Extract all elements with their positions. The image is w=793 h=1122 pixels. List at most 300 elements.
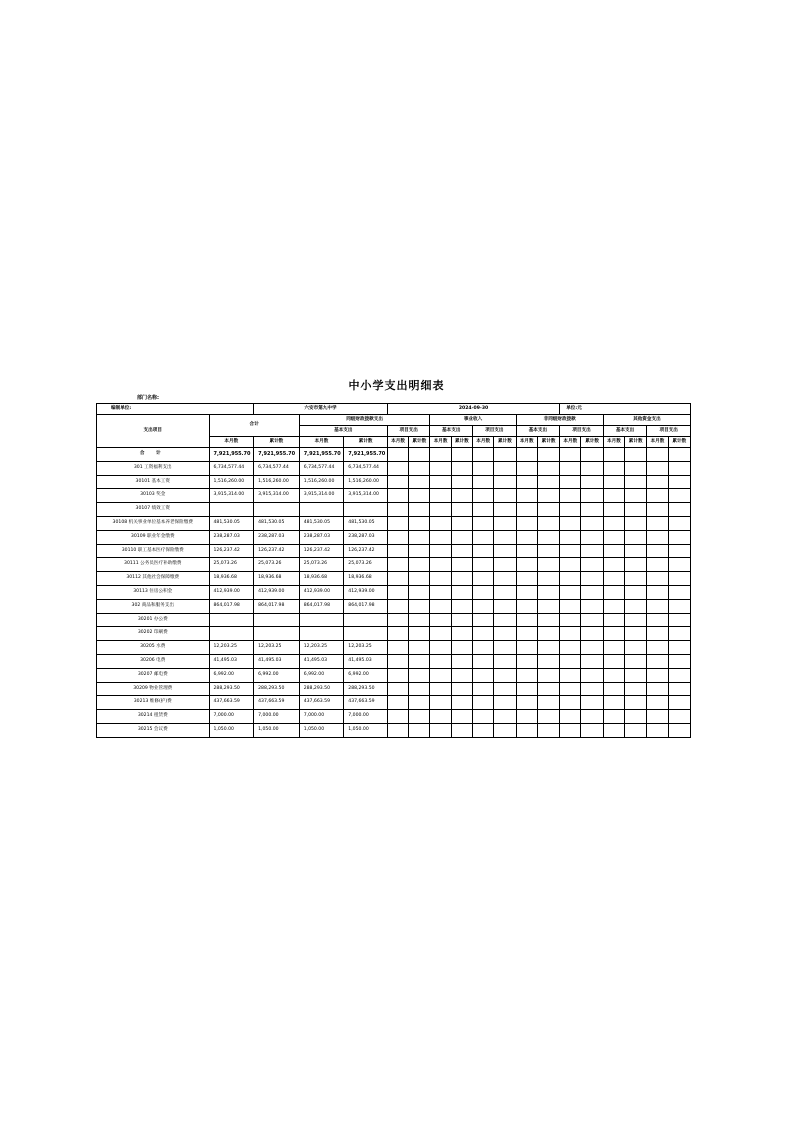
empty-cell: [516, 530, 537, 544]
amount-cell: 6,734,577.44: [209, 461, 254, 475]
amount-cell: 412,939.00: [344, 585, 388, 599]
empty-cell: [473, 710, 494, 724]
empty-cell: [603, 489, 624, 503]
empty-cell: [537, 599, 559, 613]
empty-cell: [581, 530, 603, 544]
empty-cell: [516, 613, 537, 627]
empty-cell: [537, 558, 559, 572]
empty-cell: [668, 572, 690, 586]
empty-cell: [387, 572, 408, 586]
empty-cell: [494, 641, 516, 655]
amount-cell: [299, 503, 344, 517]
empty-cell: [387, 489, 408, 503]
empty-cell: [451, 585, 472, 599]
empty-cell: [603, 516, 624, 530]
empty-cell: [603, 475, 624, 489]
empty-cell: [494, 654, 516, 668]
empty-cell: [668, 613, 690, 627]
empty-cell: [409, 530, 430, 544]
amount-cell: 481,530.05: [299, 516, 344, 530]
table-row: [97, 654, 691, 668]
item-name-cell: 30206 电费: [97, 654, 210, 668]
empty-cell: [516, 503, 537, 517]
empty-cell: [494, 489, 516, 503]
project-subheader: 项目支出: [647, 426, 691, 437]
empty-cell: [603, 558, 624, 572]
amount-cell: 18,936.68: [344, 572, 388, 586]
amount-cell: 6,992.00: [254, 668, 300, 682]
empty-cell: [473, 530, 494, 544]
empty-cell: [668, 682, 690, 696]
empty-cell: [560, 530, 581, 544]
empty-cell: [409, 544, 430, 558]
empty-cell: [451, 696, 472, 710]
nonfiscal-column-header: 非同级财政拨款: [516, 415, 603, 426]
empty-cell: [516, 516, 537, 530]
empty-cell: [473, 448, 494, 462]
item-name-cell: 302 商品和服务支出: [97, 599, 210, 613]
empty-cell: [451, 627, 472, 641]
amount-cell: 1,516,260.00: [299, 475, 344, 489]
empty-cell: [516, 654, 537, 668]
item-name-cell: 30207 邮电费: [97, 668, 210, 682]
empty-cell: [560, 448, 581, 462]
amount-cell: 288,293.50: [209, 682, 254, 696]
empty-cell: [603, 682, 624, 696]
empty-cell: [494, 696, 516, 710]
amount-cell: 41,495.03: [209, 654, 254, 668]
cumulative-header: 累计数: [409, 437, 430, 448]
amount-cell: 12,203.25: [254, 641, 300, 655]
empty-cell: [647, 723, 668, 737]
empty-cell: [494, 585, 516, 599]
empty-cell: [668, 599, 690, 613]
amount-cell: 481,530.05: [254, 516, 300, 530]
empty-cell: [430, 585, 451, 599]
empty-cell: [409, 613, 430, 627]
empty-cell: [409, 503, 430, 517]
empty-cell: [647, 558, 668, 572]
empty-cell: [603, 668, 624, 682]
item-name-cell: 30214 租赁费: [97, 710, 210, 724]
amount-cell: 7,000.00: [209, 710, 254, 724]
amount-cell: 7,921,955.70: [344, 448, 388, 462]
empty-cell: [430, 654, 451, 668]
empty-cell: [560, 558, 581, 572]
month-header: 本月数: [516, 437, 537, 448]
amount-cell: 412,939.00: [299, 585, 344, 599]
empty-cell: [560, 696, 581, 710]
amount-cell: 6,734,577.44: [344, 461, 388, 475]
amount-cell: 7,000.00: [254, 710, 300, 724]
table-row: [97, 710, 691, 724]
empty-cell: [603, 530, 624, 544]
empty-cell: [560, 654, 581, 668]
empty-cell: [537, 627, 559, 641]
table-row: [97, 544, 691, 558]
amount-cell: 481,530.05: [209, 516, 254, 530]
empty-cell: [647, 516, 668, 530]
amount-cell: 18,936.68: [209, 572, 254, 586]
empty-cell: [581, 641, 603, 655]
empty-cell: [494, 475, 516, 489]
empty-cell: [581, 503, 603, 517]
empty-cell: [430, 641, 451, 655]
empty-cell: [451, 723, 472, 737]
empty-cell: [430, 475, 451, 489]
amount-cell: 238,287.03: [254, 530, 300, 544]
empty-cell: [668, 585, 690, 599]
empty-cell: [668, 641, 690, 655]
empty-cell: [537, 668, 559, 682]
amount-cell: 864,017.98: [344, 599, 388, 613]
empty-cell: [625, 585, 647, 599]
empty-cell: [537, 448, 559, 462]
table-body: [97, 448, 691, 738]
empty-cell: [387, 627, 408, 641]
empty-cell: [516, 668, 537, 682]
amount-cell: 238,287.03: [299, 530, 344, 544]
empty-cell: [647, 448, 668, 462]
empty-cell: [409, 641, 430, 655]
empty-cell: [387, 530, 408, 544]
total-row: [97, 448, 691, 462]
empty-cell: [494, 461, 516, 475]
empty-cell: [537, 572, 559, 586]
amount-cell: 6,992.00: [344, 668, 388, 682]
empty-cell: [516, 696, 537, 710]
empty-cell: [668, 558, 690, 572]
empty-cell: [647, 696, 668, 710]
empty-cell: [625, 572, 647, 586]
empty-cell: [409, 710, 430, 724]
empty-cell: [473, 585, 494, 599]
empty-cell: [537, 516, 559, 530]
empty-cell: [494, 668, 516, 682]
empty-cell: [516, 641, 537, 655]
empty-cell: [560, 516, 581, 530]
empty-cell: [603, 710, 624, 724]
empty-cell: [451, 530, 472, 544]
table-row: [97, 723, 691, 737]
table-row: [97, 599, 691, 613]
empty-cell: [473, 668, 494, 682]
amount-cell: 3,915,314.00: [209, 489, 254, 503]
empty-cell: [625, 641, 647, 655]
month-header: 本月数: [647, 437, 668, 448]
empty-cell: [516, 558, 537, 572]
empty-cell: [473, 516, 494, 530]
compile-unit-label: 编制单位:: [97, 404, 254, 415]
empty-cell: [409, 558, 430, 572]
empty-cell: [647, 627, 668, 641]
amount-cell: 25,073.26: [299, 558, 344, 572]
empty-cell: [430, 516, 451, 530]
basic-subheader: 基本支出: [516, 426, 560, 437]
amount-cell: 288,293.50: [299, 682, 344, 696]
empty-cell: [647, 461, 668, 475]
empty-cell: [494, 710, 516, 724]
empty-cell: [668, 503, 690, 517]
amount-cell: 7,000.00: [344, 710, 388, 724]
empty-cell: [494, 627, 516, 641]
amount-cell: 238,287.03: [209, 530, 254, 544]
empty-cell: [430, 572, 451, 586]
table-header: [97, 404, 691, 448]
empty-cell: [668, 448, 690, 462]
empty-cell: [430, 558, 451, 572]
item-name-cell: 301 工资福利支出: [97, 461, 210, 475]
amount-cell: [344, 627, 388, 641]
month-header: 本月数: [387, 437, 408, 448]
amount-cell: 1,516,260.00: [344, 475, 388, 489]
empty-cell: [647, 599, 668, 613]
empty-cell: [494, 448, 516, 462]
empty-cell: [430, 489, 451, 503]
empty-cell: [409, 599, 430, 613]
amount-cell: 25,073.26: [254, 558, 300, 572]
empty-cell: [473, 654, 494, 668]
empty-cell: [430, 710, 451, 724]
amount-cell: 864,017.98: [299, 599, 344, 613]
amount-cell: 6,734,577.44: [299, 461, 344, 475]
empty-cell: [451, 503, 472, 517]
empty-cell: [409, 475, 430, 489]
empty-cell: [647, 503, 668, 517]
item-column-header: 支出项目: [97, 415, 210, 448]
empty-cell: [581, 627, 603, 641]
report-title: 中小学支出明细表: [348, 379, 445, 392]
empty-cell: [451, 516, 472, 530]
empty-cell: [494, 530, 516, 544]
empty-cell: [430, 668, 451, 682]
amount-cell: [344, 503, 388, 517]
table-row: [97, 627, 691, 641]
total-column-header: 合计: [209, 415, 299, 437]
amount-cell: 864,017.98: [254, 599, 300, 613]
empty-cell: [625, 710, 647, 724]
amount-cell: 7,921,955.70: [254, 448, 300, 462]
empty-cell: [516, 544, 537, 558]
item-name-cell: 30110 职工基本医疗保险缴费: [97, 544, 210, 558]
empty-cell: [647, 641, 668, 655]
amount-cell: 41,495.03: [344, 654, 388, 668]
month-header: 本月数: [430, 437, 451, 448]
empty-cell: [560, 613, 581, 627]
item-name-cell: 30101 基本工资: [97, 475, 210, 489]
empty-cell: [430, 448, 451, 462]
amount-cell: 7,000.00: [299, 710, 344, 724]
empty-cell: [409, 682, 430, 696]
empty-cell: [387, 682, 408, 696]
table-row: [97, 572, 691, 586]
empty-cell: [516, 489, 537, 503]
empty-cell: [387, 585, 408, 599]
empty-cell: [387, 558, 408, 572]
amount-cell: 437,663.59: [254, 696, 300, 710]
empty-cell: [494, 558, 516, 572]
empty-cell: [647, 489, 668, 503]
empty-cell: [494, 516, 516, 530]
empty-cell: [409, 668, 430, 682]
amount-cell: 437,663.59: [344, 696, 388, 710]
empty-cell: [409, 654, 430, 668]
item-name-cell: 30112 其他社会保障缴费: [97, 572, 210, 586]
empty-cell: [625, 599, 647, 613]
empty-cell: [409, 723, 430, 737]
amount-cell: 1,050.00: [344, 723, 388, 737]
report-date: 2024-09-30: [387, 404, 559, 415]
empty-cell: [409, 489, 430, 503]
empty-cell: [581, 544, 603, 558]
empty-cell: [430, 461, 451, 475]
empty-cell: [494, 599, 516, 613]
empty-cell: [668, 530, 690, 544]
item-name-cell: 30205 水费: [97, 641, 210, 655]
amount-cell: [209, 613, 254, 627]
fiscal-column-header: 同级财政拨款支出: [299, 415, 430, 426]
empty-cell: [537, 544, 559, 558]
amount-cell: 1,050.00: [254, 723, 300, 737]
amount-cell: 437,663.59: [299, 696, 344, 710]
empty-cell: [581, 613, 603, 627]
empty-cell: [560, 599, 581, 613]
amount-cell: [209, 503, 254, 517]
empty-cell: [473, 544, 494, 558]
amount-cell: 412,939.00: [254, 585, 300, 599]
month-header: 本月数: [299, 437, 344, 448]
empty-cell: [560, 641, 581, 655]
empty-cell: [603, 585, 624, 599]
cumulative-header: 累计数: [494, 437, 516, 448]
empty-cell: [560, 489, 581, 503]
amount-cell: [299, 627, 344, 641]
month-header: 本月数: [560, 437, 581, 448]
cumulative-header: 累计数: [581, 437, 603, 448]
empty-cell: [625, 613, 647, 627]
amount-cell: 437,663.59: [209, 696, 254, 710]
empty-cell: [451, 489, 472, 503]
empty-cell: [581, 475, 603, 489]
empty-cell: [516, 599, 537, 613]
other-column-header: 其他资金支出: [603, 415, 690, 426]
business-column-header: 事业收入: [430, 415, 516, 426]
empty-cell: [473, 627, 494, 641]
empty-cell: [537, 654, 559, 668]
empty-cell: [473, 696, 494, 710]
table-row: [97, 530, 691, 544]
month-header: 本月数: [473, 437, 494, 448]
project-subheader: 项目支出: [560, 426, 604, 437]
empty-cell: [494, 544, 516, 558]
amount-cell: 12,203.25: [209, 641, 254, 655]
empty-cell: [537, 489, 559, 503]
empty-cell: [581, 448, 603, 462]
empty-cell: [494, 503, 516, 517]
table-row: [97, 461, 691, 475]
empty-cell: [581, 723, 603, 737]
amount-cell: 126,237.42: [209, 544, 254, 558]
empty-cell: [603, 503, 624, 517]
empty-cell: [647, 682, 668, 696]
empty-cell: [387, 641, 408, 655]
empty-cell: [387, 516, 408, 530]
empty-cell: [647, 572, 668, 586]
empty-cell: [603, 696, 624, 710]
table-row: [97, 696, 691, 710]
basic-subheader: 基本支出: [430, 426, 473, 437]
empty-cell: [625, 668, 647, 682]
item-name-cell: 30209 物业管理费: [97, 682, 210, 696]
empty-cell: [560, 682, 581, 696]
empty-cell: [451, 668, 472, 682]
empty-cell: [581, 516, 603, 530]
compile-unit-value: 六安市第九中学: [254, 404, 388, 415]
empty-cell: [430, 613, 451, 627]
empty-cell: [451, 654, 472, 668]
empty-cell: [603, 613, 624, 627]
empty-cell: [473, 599, 494, 613]
empty-cell: [430, 503, 451, 517]
amount-cell: 126,237.42: [344, 544, 388, 558]
empty-cell: [387, 599, 408, 613]
empty-cell: [625, 448, 647, 462]
empty-cell: [668, 461, 690, 475]
empty-cell: [387, 696, 408, 710]
empty-cell: [473, 558, 494, 572]
empty-cell: [560, 503, 581, 517]
empty-cell: [603, 627, 624, 641]
empty-cell: [668, 544, 690, 558]
table-row: [97, 585, 691, 599]
empty-cell: [494, 723, 516, 737]
empty-cell: [516, 682, 537, 696]
empty-cell: [451, 461, 472, 475]
empty-cell: [581, 558, 603, 572]
amount-cell: 1,516,260.00: [254, 475, 300, 489]
item-name-cell: 30109 职业年金缴费: [97, 530, 210, 544]
empty-cell: [537, 641, 559, 655]
empty-cell: [451, 475, 472, 489]
empty-cell: [560, 461, 581, 475]
empty-cell: [668, 489, 690, 503]
empty-cell: [473, 475, 494, 489]
empty-cell: [537, 613, 559, 627]
empty-cell: [581, 489, 603, 503]
cumulative-header: 累计数: [254, 437, 300, 448]
cumulative-header: 累计数: [625, 437, 647, 448]
empty-cell: [473, 503, 494, 517]
empty-cell: [581, 654, 603, 668]
expenditure-table: [96, 403, 691, 738]
empty-cell: [409, 627, 430, 641]
table-row: [97, 668, 691, 682]
department-label: 部门名称:: [137, 395, 159, 401]
empty-cell: [603, 654, 624, 668]
empty-cell: [581, 599, 603, 613]
amount-cell: 412,939.00: [209, 585, 254, 599]
item-name-cell: 30215 会议费: [97, 723, 210, 737]
amount-cell: [344, 613, 388, 627]
empty-cell: [387, 710, 408, 724]
empty-cell: [451, 448, 472, 462]
amount-cell: 288,293.50: [344, 682, 388, 696]
empty-cell: [668, 696, 690, 710]
amount-cell: 12,203.25: [299, 641, 344, 655]
empty-cell: [560, 572, 581, 586]
empty-cell: [647, 710, 668, 724]
empty-cell: [387, 461, 408, 475]
